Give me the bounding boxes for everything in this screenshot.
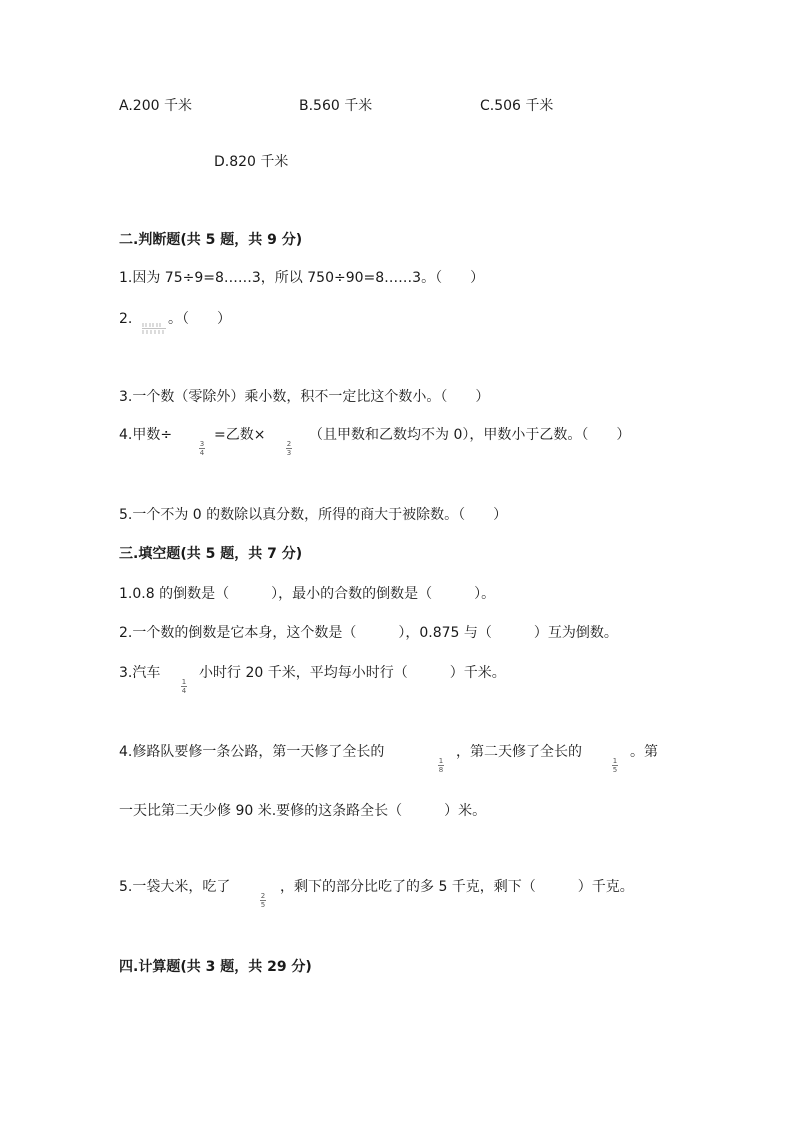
s2-q4-fraction-1 <box>199 440 205 457</box>
fraction-numerator: 1 <box>612 757 618 765</box>
fraction-denominator: 5 <box>260 901 266 909</box>
s3-q4-fraction-1 <box>438 757 444 774</box>
s2-question-2-prefix: 2. <box>119 311 133 327</box>
section2-heading: 二.判断题(共 5 题，共 9 分) <box>119 232 303 248</box>
fraction-numerator: 1 <box>181 678 187 686</box>
s2-question-5: 5.一个不为 0 的数除以真分数，所得的商大于被除数。（ ） <box>119 507 508 523</box>
fraction-numerator: 2 <box>260 892 266 900</box>
option-d: D.820 千米 <box>214 154 289 170</box>
s3-q5-fraction <box>260 892 266 909</box>
s2-q4-fraction-2 <box>286 440 292 457</box>
option-a: A.200 千米 <box>119 98 192 114</box>
fraction-denominator: 5 <box>612 766 618 774</box>
fraction-numerator: 3 <box>199 440 205 448</box>
s3-question-4-part-a: 4.修路队要修一条公路，第一天修了全长的 <box>119 744 385 760</box>
s2-question-2-suffix: 。（ ） <box>168 311 231 327</box>
s3-question-5-part-b: ，剩下的部分比吃了的多 5 千克，剩下（ ）千克。 <box>280 879 634 895</box>
s3-question-3-part-a: 3.汽车 <box>119 665 161 681</box>
s3-q3-fraction <box>181 678 187 695</box>
s2-question-3: 3.一个数（零除外）乘小数，积不一定比这个数小。（ ） <box>119 389 490 405</box>
formula-image-icon <box>142 320 166 336</box>
s3-question-5-part-a: 5.一袋大米，吃了 <box>119 879 231 895</box>
s3-question-3-part-b: 小时行 20 千米，平均每小时行（ ）千米。 <box>199 665 506 681</box>
fraction-denominator: 3 <box>286 449 292 457</box>
fraction-denominator: 4 <box>181 687 187 695</box>
s2-question-4-part-c: （且甲数和乙数均不为 0），甲数小于乙数。（ ） <box>309 427 631 443</box>
fraction-numerator: 2 <box>286 440 292 448</box>
option-c: C.506 千米 <box>480 98 554 114</box>
s2-question-4-part-b: =乙数× <box>214 427 266 443</box>
s3-question-2: 2.一个数的倒数是它本身，这个数是（ ），0.875 与（ ）互为倒数。 <box>119 625 618 641</box>
option-b: B.560 千米 <box>299 98 373 114</box>
s3-question-4-part-c: 。第 <box>630 744 658 760</box>
fraction-numerator: 1 <box>438 757 444 765</box>
s3-question-1: 1.0.8 的倒数是（ ），最小的合数的倒数是（ ）。 <box>119 586 496 602</box>
section4-heading: 四.计算题(共 3 题，共 29 分) <box>119 959 312 975</box>
s3-question-4-line-2: 一天比第二天少修 90 米.要修的这条路全长（ ）米。 <box>119 803 487 819</box>
question-2-formula-image <box>142 320 166 336</box>
s2-question-1: 1.因为 75÷9=8……3，所以 750÷90=8……3。（ ） <box>119 270 485 286</box>
s2-question-4-part-a: 4.甲数÷ <box>119 427 173 443</box>
s3-q4-fraction-2 <box>612 757 618 774</box>
section3-heading: 三.填空题(共 5 题，共 7 分) <box>119 546 303 562</box>
fraction-denominator: 4 <box>199 449 205 457</box>
s3-question-4-part-b: ，第二天修了全长的 <box>456 744 582 760</box>
fraction-denominator: 8 <box>438 766 444 774</box>
